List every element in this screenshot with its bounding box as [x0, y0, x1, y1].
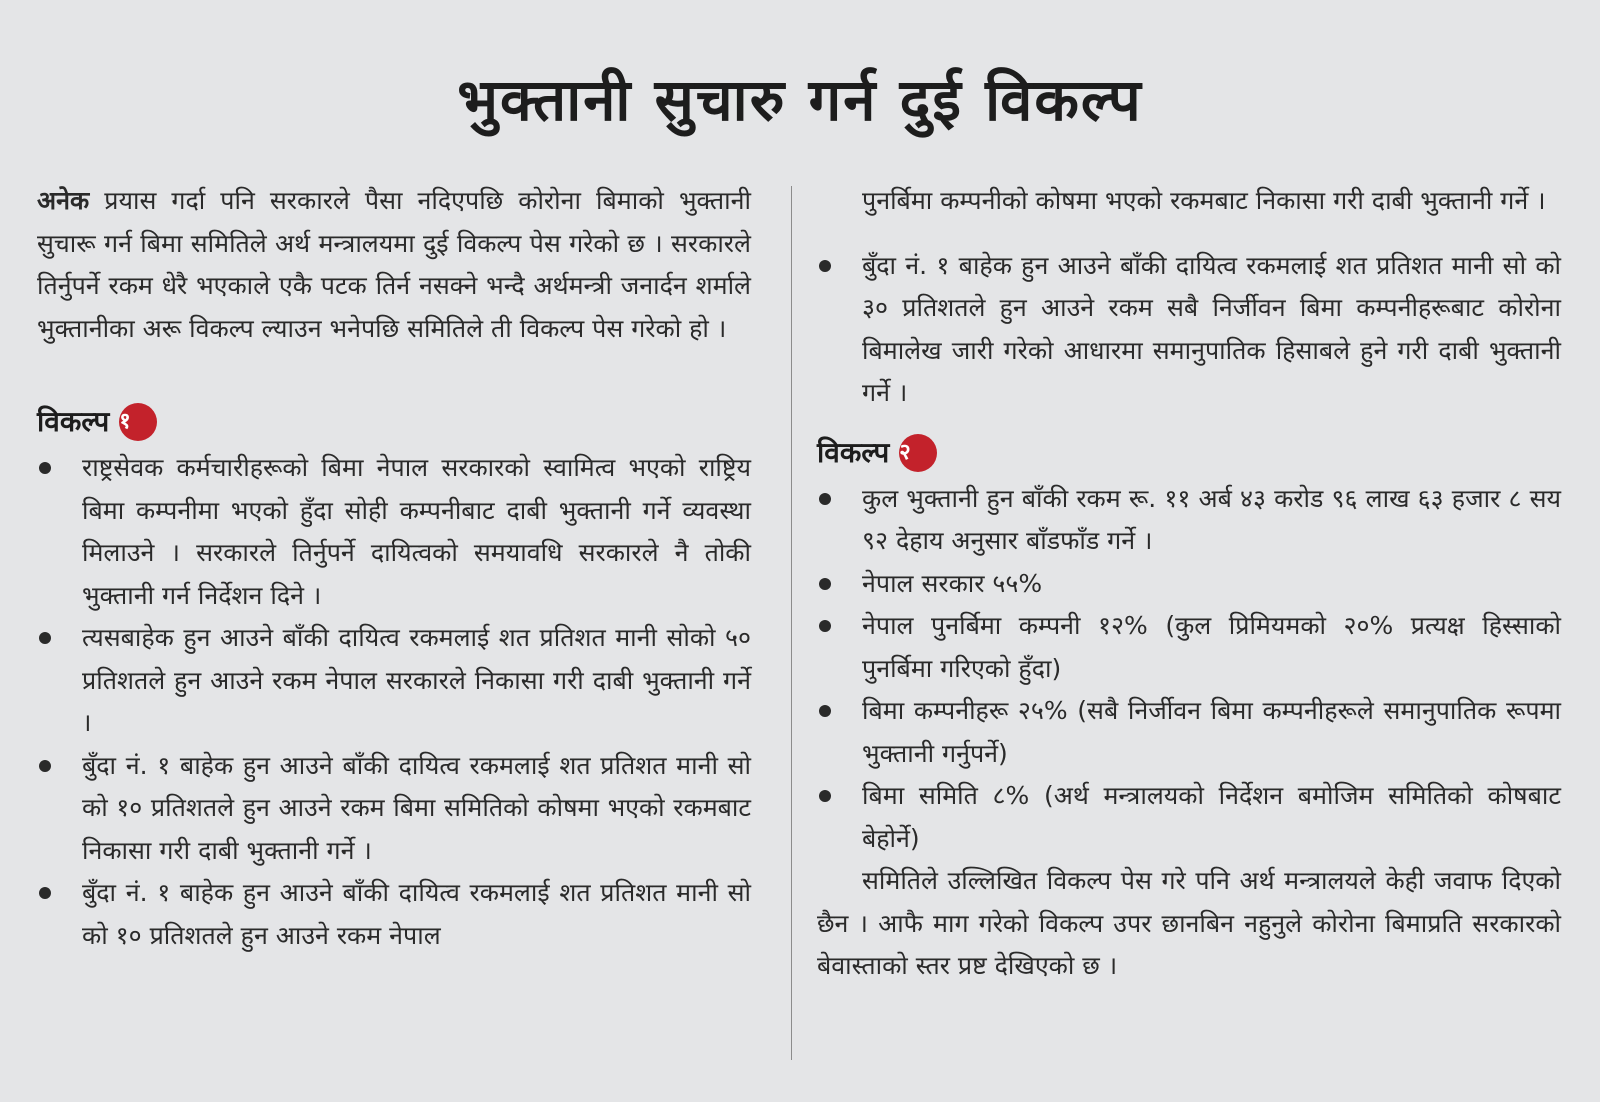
- option-1-item-2: त्यसबाहेक हुन आउने बाँकी दायित्व रकमलाई शत प्रतिशत मानी सोको ५० प्रतिशतले हुन आउने रकम नेपाल सरकारले निकासा गरी दाबी भुक्तानी गर्ने ।: [37, 617, 751, 745]
- intro-paragraph: [37, 180, 751, 350]
- option-1-heading: [37, 397, 751, 447]
- option-1-item-5: बुँदा नं. १ बाहेक हुन आउने बाँकी दायित्व रकमलाई शत प्रतिशत मानी सो को ३० प्रतिशतले हुन आउने रकम सबै निर्जीवन बिमा कम्पनीहरूबाट कोरोना बिमालेख जारी गरेको आधारमा समानुपातिक हिसाबले हुने गरी दाबी भुक्तानी गर्ने ।: [817, 245, 1561, 415]
- option-2-heading-label: विकल्प: [817, 435, 890, 469]
- option-1-item-1: राष्ट्रसेवक कर्मचारीहरूको बिमा नेपाल सरकारको स्वामित्व भएको राष्ट्रिय बिमा कम्पनीमा भएको हुँदा सोही कम्पनीबाट दाबी भुक्तानी गर्ने व्यवस्था मिलाउने । सरकारले तिर्नुपर्ने दायित्वको समयावधि सरकारले नै तोकी भुक्तानी गर्न निर्देशन दिने ।: [37, 447, 751, 617]
- article-title: भुक्तानी सुचारु गर्न दुई विकल्प: [457, 66, 1143, 134]
- option-1-list-continued: [817, 245, 1561, 415]
- option-2-item-5: बिमा समिति ८% (अर्थ मन्त्रालयको निर्देशन बमोजिम समितिको कोषबाट बेहोर्ने): [817, 775, 1561, 860]
- intro-lead-word: अनेक: [37, 186, 90, 215]
- intro-text: प्रयास गर्दा पनि सरकारले पैसा नदिएपछि कोरोना बिमाको भुक्तानी सुचारू गर्न बिमा समितिले अर्थ मन्त्रालयमा दुई विकल्प पेस गरेको छ । सरकारले तिर्नुपर्ने रकम धेरै भएकाले एकै पटक तिर्न नसक्ने भन्दै अर्थमन्त्री जनार्दन शर्माले भुक्तानीका अरू विकल्प ल्याउन भनेपछि समितिले ती विकल्प पेस गरेको हो ।: [37, 186, 751, 343]
- option-2-heading: [817, 428, 1561, 478]
- column-divider: [791, 186, 792, 1060]
- left-column: [37, 180, 751, 957]
- option-2-item-3: नेपाल पुनर्बिमा कम्पनी १२% (कुल प्रिमियमको २०% प्रत्यक्ष हिस्साको पुनर्बिमा गरिएको हुँदा): [817, 605, 1561, 690]
- closing-paragraph: समितिले उल्लिखित विकल्प पेस गरे पनि अर्थ मन्त्रालयले केही जवाफ दिएको छैन । आफै माग गरेको विकल्प उपर छानबिन नहुनुले कोरोना बिमाप्रति सरकारको बेवास्ताको स्तर प्रष्ट देखिएको छ ।: [817, 866, 1561, 980]
- option-2-number-badge: २: [899, 434, 937, 472]
- option-2-list: [817, 478, 1561, 861]
- right-column: [817, 180, 1561, 988]
- option-1-heading-label: विकल्प: [37, 405, 110, 438]
- option-1-item-4: बुँदा नं. १ बाहेक हुन आउने बाँकी दायित्व रकमलाई शत प्रतिशत मानी सो को १० प्रतिशतले हुन आउने रकम नेपाल: [37, 872, 751, 957]
- option-1-number-badge: १: [119, 403, 157, 441]
- option-2-item-1: कुल भुक्तानी हुन बाँकी रकम रू. ११ अर्ब ४३ करोड ९६ लाख ६३ हजार ८ सय ९२ देहाय अनुसार बाँडफाँड गर्ने ।: [817, 478, 1561, 563]
- option-1-item-3: बुँदा नं. १ बाहेक हुन आउने बाँकी दायित्व रकमलाई शत प्रतिशत मानी सो को १० प्रतिशतले हुन आउने रकम बिमा समितिको कोषमा भएको रकमबाट निकासा गरी दाबी भुक्तानी गर्ने ।: [37, 745, 751, 873]
- option-2-item-2: नेपाल सरकार ५५%: [817, 563, 1561, 606]
- option-1-item-4-continued: पुनर्बिमा कम्पनीको कोषमा भएको रकमबाट निकासा गरी दाबी भुक्तानी गर्ने ।: [862, 186, 1546, 215]
- option-1-list: [37, 447, 751, 957]
- option-2-item-4: बिमा कम्पनीहरू २५% (सबै निर्जीवन बिमा कम्पनीहरूले समानुपातिक रूपमा भुक्तानी गर्नुपर्ने): [817, 690, 1561, 775]
